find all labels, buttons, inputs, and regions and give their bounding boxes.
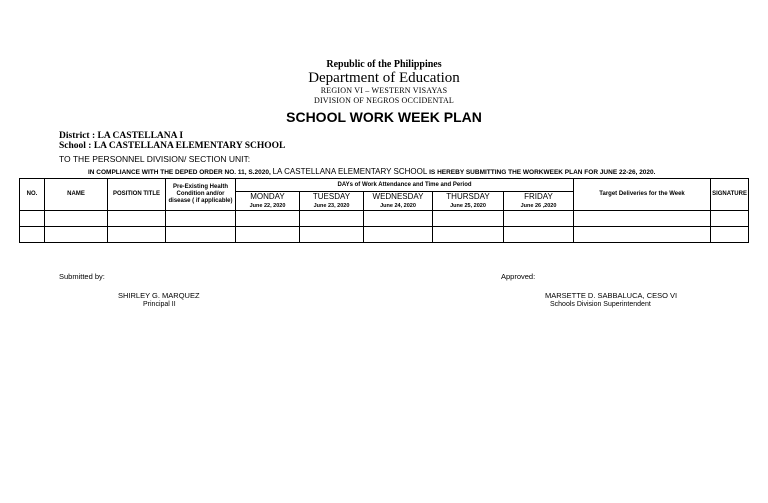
compliance-statement — [88, 167, 655, 176]
compliance-prefix: IN COMPLIANCE WITH THE DEPED ORDER NO. 11, S.2020, — [88, 169, 271, 176]
header-signature: SIGNATURE — [711, 179, 749, 211]
table-row — [20, 227, 749, 243]
district-line: District : LA CASTELLANA I — [59, 131, 184, 141]
region-heading: REGION VI – WESTERN VISAYAS — [320, 86, 448, 95]
day-friday: FRIDAY June 26 ,2020 — [504, 192, 574, 211]
work-week-plan-table — [19, 178, 749, 243]
republic-heading: Republic of the Philippines — [326, 59, 442, 70]
header-position: POSITION TITLE — [108, 179, 166, 211]
day-thursday: THURSDAY June 25, 2020 — [433, 192, 504, 211]
header-name: NAME — [45, 179, 108, 211]
header-no: NO. — [20, 179, 45, 211]
day-wednesday: WEDNESDAY June 24, 2020 — [364, 192, 433, 211]
table-row — [20, 211, 749, 227]
compliance-school: LA CASTELLANA ELEMENTARY SCHOOL — [272, 167, 428, 176]
header-pre-existing: Pre-Existing Health Condition and/or disease ( if applicable) — [166, 179, 236, 211]
personnel-addressee: TO THE PERSONNEL DIVISION/ SECTION UNIT: — [59, 154, 251, 164]
day-monday: MONDAY June 22, 2020 — [236, 192, 300, 211]
compliance-suffix: IS HEREBY SUBMITTING THE WORKWEEK PLAN FOR JUNE 22-26, 2020. — [429, 169, 656, 176]
principal-title: Principal II — [143, 301, 176, 308]
superintendent-title: Schools Division Superintendent — [550, 301, 651, 308]
department-heading: Department of Education — [308, 70, 460, 86]
division-heading: DIVISION OF NEGROS OCCIDENTAL — [313, 96, 455, 105]
school-line: School : LA CASTELLANA ELEMENTARY SCHOOL — [59, 141, 286, 151]
superintendent-name: MARSETTE D. SABBALUCA, CESO VI — [545, 291, 678, 300]
principal-name: SHIRLEY G. MARQUEZ — [118, 291, 200, 300]
submitted-by-label: Submitted by: — [59, 272, 105, 281]
header-target: Target Deliveries for the Week — [574, 179, 711, 211]
header-days-group: DAYs of Work Attendance and Time and Period — [236, 179, 574, 192]
day-tuesday: TUESDAY June 23, 2020 — [300, 192, 364, 211]
approved-label: Approved: — [501, 272, 536, 281]
document-title: SCHOOL WORK WEEK PLAN — [286, 109, 482, 125]
